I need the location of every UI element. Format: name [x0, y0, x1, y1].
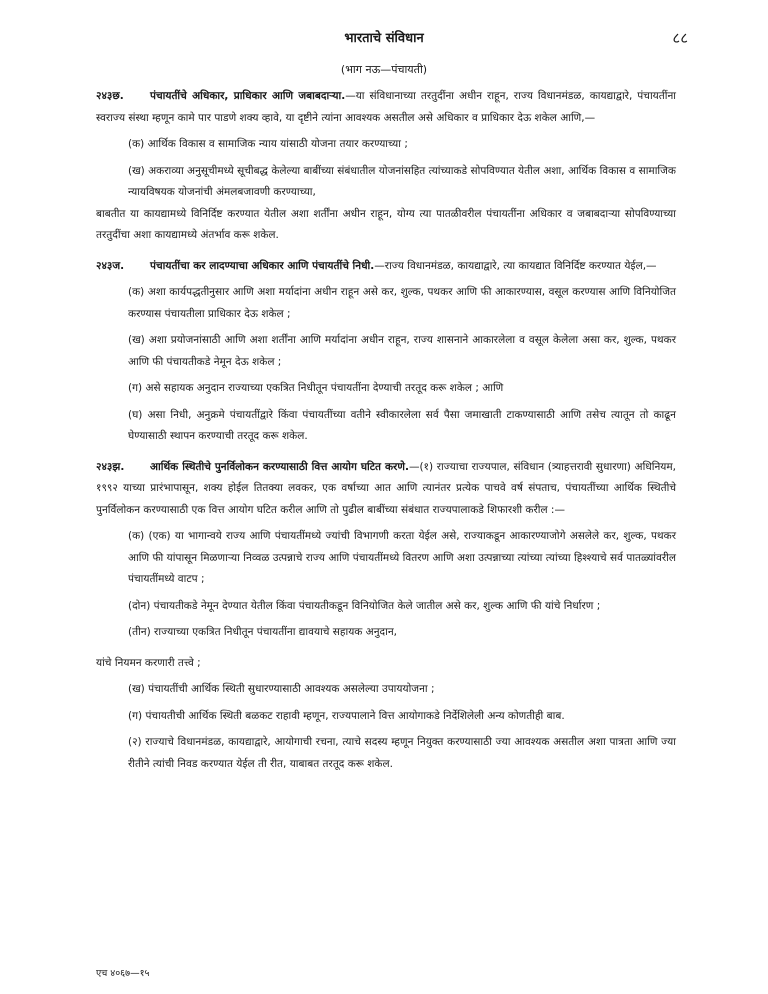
clause-item: (ग) पंचायतीची आर्थिक स्थिती बळकट राहावी म्हणून, राज्यपालाने वित्त आयोगाकडे निर्देशिलेली अन्य कोणतीही बाब.	[128, 709, 565, 722]
section-heading: पंचायतींचे अधिकार, प्राधिकार आणि जबाबदाऱ्या.	[150, 90, 346, 102]
clause-item: (ख) अशा प्रयोजनांसाठी आणि अशा शर्तींना आणि मर्यादांना अधीन राहून, राज्य शासनाने आकारलेला व वसूल केलेला असा कर, शुल्क, पथकर आणि फी पंचायतीकडे नेमून देऊ शकेल ;	[128, 334, 676, 368]
section-intro: —राज्य विधानमंडळ, कायद्याद्वारे, त्या कायद्यात विनिर्दिष्ट करण्यात येईल,—	[374, 259, 657, 272]
document-body	[96, 86, 676, 775]
section-243i	[96, 457, 676, 522]
section-heading: आर्थिक स्थितीचे पुनर्विलोकन करण्यासाठी वित्त आयोग घटित करणे.	[150, 460, 409, 473]
page-title: भारताचे संविधान	[344, 31, 424, 46]
clause-item: (तीन) राज्याच्या एकत्रित निधीतून पंचायतींना द्यावयाचे सहायक अनुदान,	[128, 626, 397, 638]
page-number: ८८	[672, 29, 688, 47]
clause-item: (क) (एक) या भागान्वये राज्य आणि पंचायतींमध्ये ज्यांची विभागणी करता येईल असे, राज्याकडून आकारण्याजोगे असलेले कर, शुल्क, पथकर आणि फी यांपासून मिळणाऱ्या निव्वळ उत्पन्नाचे राज्य आणि पंचायतींमध्ये वितरण आणि अशा उत्पन्नाच्या त्यांच्या त्यांच्या हिश्श्याचे सर्व पातळ्यांवरील पंचायतींमध्ये वाटप ;	[128, 530, 676, 585]
section-number: २४३झ.	[96, 460, 125, 473]
clause-2: (२) राज्याचे विधानमंडळ, कायद्याद्वारे, आयोगाची रचना, त्याचे सदस्य म्हणून नियुक्त करण्यासाठी ज्या आवश्यक असतील अशा पात्रता आणि ज्या रीतीने त्यांची निवड करण्यात येईल ती रीत, याबाबत तरतूद करू शकेल.	[128, 736, 676, 770]
section-intro: —(१) राज्याचा राज्यपाल, संविधान (त्र्याहत्तरावी सुधारणा) अधिनियम, १९९२ याच्या प्रारंभापासून, शक्य होईल तितक्या लवकर, एक वर्षाच्या आत आणि त्यानंतर प्रत्येक पाचवे वर्ष संपताच, पंचायतींच्या आर्थिक स्थितीचे पुनर्विलोकन करण्यासाठी एक वित्त आयोग घटित करील आणि तो पुढील बाबींच्या संबंधात राज्यपालाकडे शिफारशी करील :—	[96, 460, 677, 516]
principles-line: यांचे नियमन करणारी तत्त्वे ;	[96, 656, 201, 669]
printer-code: एच ४०६७—१५	[96, 968, 150, 979]
section-243g	[96, 86, 676, 129]
clause-item: (घ) असा निधी, अनुक्रमे पंचायतींद्वारे किंवा पंचायतींच्या वतीने स्वीकारलेला सर्व पैसा जमाखाती टाकण्यासाठी आणि तसेच त्यातून तो काढून घेण्यासाठी स्थापन करण्याची तरतूद करू शकेल.	[128, 408, 676, 442]
clause-item: (ख) पंचायतींची आर्थिक स्थिती सुधारण्यासाठी आवश्यक असलेल्या उपाययोजना ;	[128, 683, 435, 695]
clause-item: (ग) असे सहायक अनुदान राज्याच्या एकत्रित निधीतून पंचायतींना देण्याची तरतूद करू शकेल ; आणि	[128, 382, 504, 394]
section-heading: पंचायतींचा कर लादण्याचा अधिकार आणि पंचायतींचे निधी.	[150, 259, 375, 272]
section-number: २४३छ.	[96, 90, 124, 102]
clause-item: (क) आर्थिक विकास व सामाजिक न्याय यांसाठी योजना तयार करण्याच्या ;	[128, 138, 408, 150]
section-intro: —या संविधानाच्या तरतुदींना अधीन राहून, राज्य विधानमंडळ, कायद्याद्वारे, पंचायतींना स्वराज्य संस्था म्हणून कामे पार पाडणे शक्य व्हावे, या दृष्टीने त्यांना आवश्यक असतील असे अधिकार व प्राधिकार देऊ शकेल आणि,—	[96, 90, 677, 124]
clause-item: (क) अशा कार्यपद्धतीनुसार आणि अशा मर्यादांना अधीन राहून असे कर, शुल्क, पथकर आणि फी आकारण्यास, वसूल करण्यास आणि विनियोजित करण्यास पंचायतीला प्राधिकार देऊ शकेल ;	[128, 286, 676, 320]
part-subtitle: (भाग नऊ—पंचायती)	[340, 63, 428, 76]
section-closing: बाबतीत या कायद्यामध्ये विनिर्दिष्ट करण्यात येतील अशा शर्तींना अधीन राहून, योग्य त्या पातळीवरील पंचायतींना अधिकार व जबाबदाऱ्या सोपविण्याच्या तरतुदींचा अशा कायद्यामध्ये अंतर्भाव करू शकेल.	[96, 207, 676, 241]
clause-item: (दोन) पंचायतीकडे नेमून देण्यात येतील किंवा पंचायतीकडून विनियोजित केले जातील असे कर, शुल्क आणि फी यांचे निर्धारण ;	[128, 599, 601, 612]
section-243h	[96, 256, 676, 278]
section-number: २४३ज.	[96, 259, 125, 272]
clause-item: (ख) अकराव्या अनुसूचीमध्ये सूचीबद्ध केलेल्या बाबींच्या संबंधातील योजनांसहित त्यांच्याकडे सोपविण्यात येतील अशा, आर्थिक विकास व सामाजिक न्यायविषयक योजनांची अंमलबजावणी करण्याच्या,	[128, 164, 676, 198]
